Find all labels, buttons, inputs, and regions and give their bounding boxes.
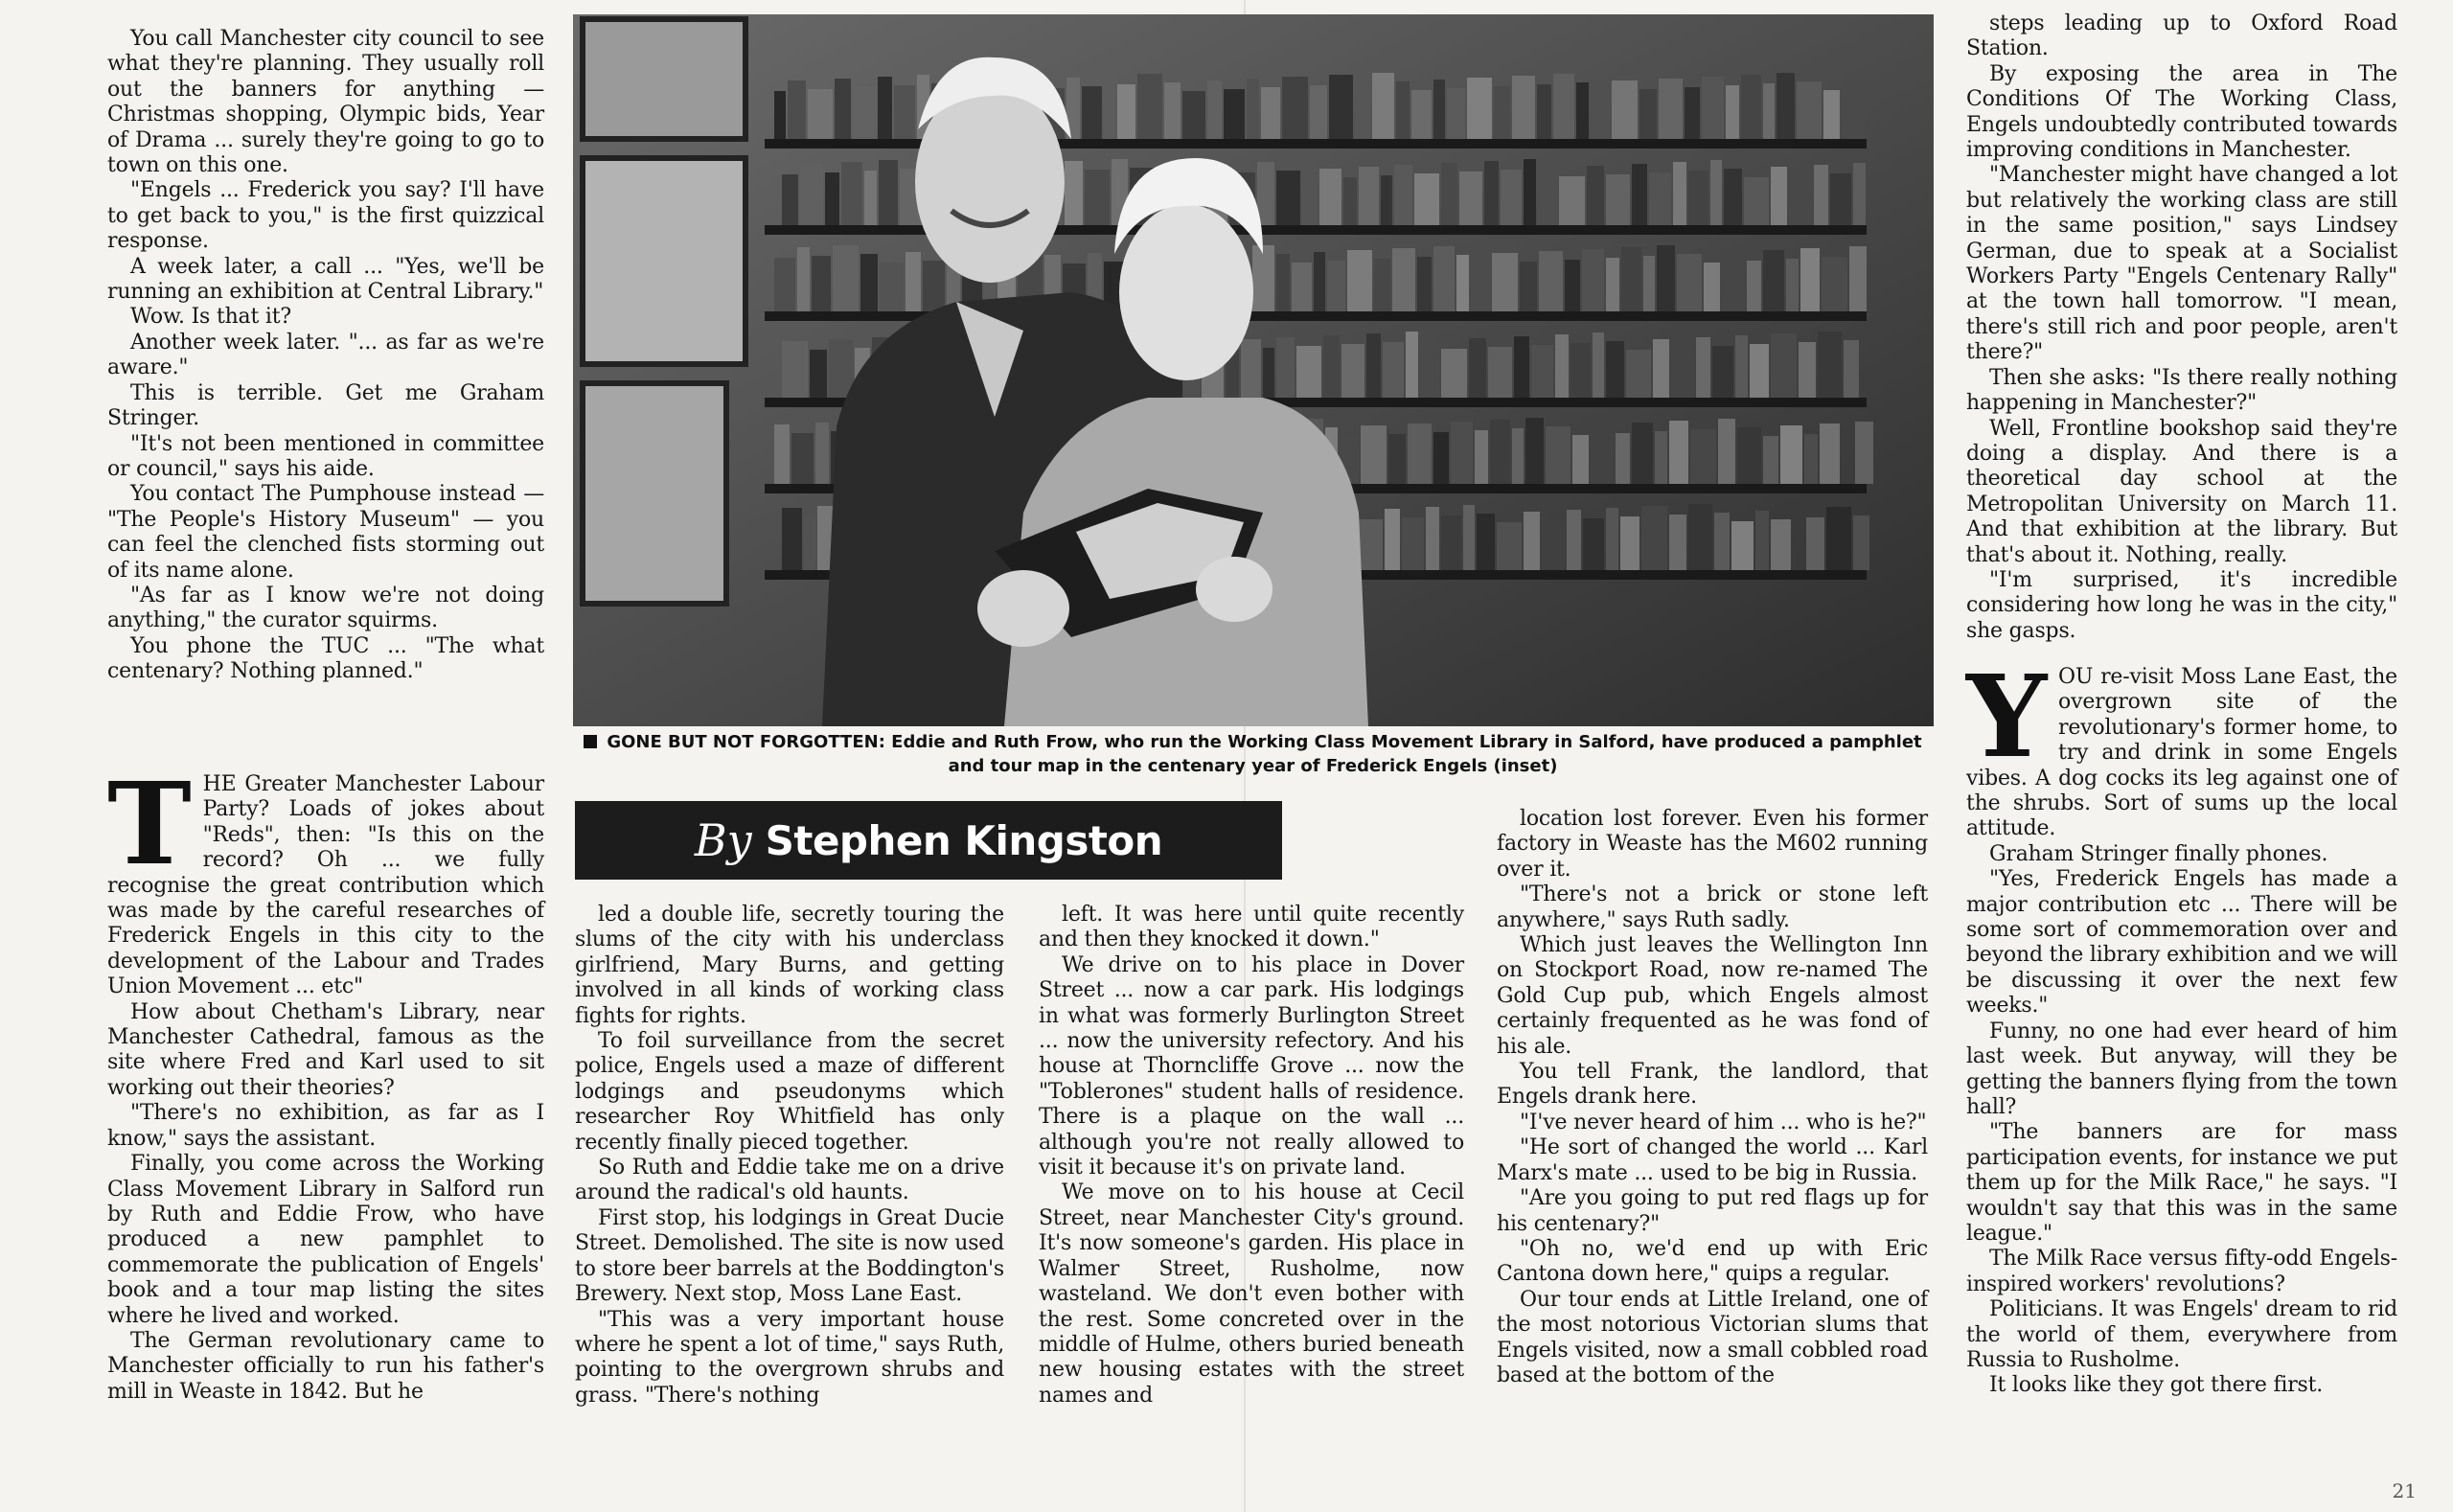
caption-text: Eddie and Ruth Frow, who run the Working Class Movement Library in Salford, have produced a pamphlet and tour map in the centenary year of Frederick Engels (inset) [891, 732, 1922, 776]
caption-bullet-icon [584, 735, 597, 748]
section-intro-paragraph: OU re-visit Moss Lane East, the overgrown site of the revolutionary's former home, to try and drink in some Engels vibes. A dog cocks its leg against one of the shrubs. Sort of sums up the local attitude. [1966, 665, 2397, 841]
article-paragraph: This is terrible. Get me Graham Stringer. [107, 380, 544, 431]
column-3 [1039, 903, 1464, 1409]
article-paragraph: "There's no exhibition, as far as I know," says the assistant. [107, 1101, 544, 1151]
article-paragraph: "He sort of changed the world ... Karl Marx's mate ... used to be big in Russia. [1497, 1135, 1928, 1185]
article-paragraph: First stop, his lodgings in Great Ducie Street. Demolished. The site is now used to store beer barrels at the Boddington's Brewery. Next stop, Moss Lane East. [575, 1205, 1004, 1307]
article-paragraph: Graham Stringer finally phones. [1989, 841, 2328, 866]
article-paragraph: You tell Frank, the landlord, that Engels drank here. [1497, 1060, 1928, 1110]
bookshelf-photo-image [573, 14, 1934, 726]
article-paragraph: "As far as I know we're not doing anything," the curator squirms. [107, 583, 544, 633]
column-4 [1497, 807, 1928, 1388]
article-paragraph: "This was a very important house where he spent a lot of time," says Ruth, pointing to the overgrown shrubs and grass. "There's nothing [575, 1307, 1004, 1408]
article-paragraph: The German revolutionary came to Manchester officially to run his father's mill in Weaste in 1842. But he [107, 1328, 544, 1404]
byline-author: Stephen Kingston [765, 816, 1163, 864]
photo-eddie-and-ruth-frow [573, 14, 1934, 726]
article-paragraph: left. It was here until quite recently and then they knocked it down." [1039, 903, 1464, 952]
article-paragraph: led a double life, secretly touring the slums of the city with his underclass girlfriend, Mary Burns, and getting involved in all kinds of working class fights for rights. [575, 903, 1004, 1028]
article-paragraph: "Manchester might have changed a lot but relatively the working class are still in the same position," says Lindsey German, due to speak at a Socialist Workers Party "Engels Centenary Rally" at the town hall tomorrow. "I mean, there's still rich and poor people, aren't there?" [1966, 163, 2397, 365]
article-paragraph: To foil surveillance from the secret police, Engels used a maze of different lodgings and pseudonyms which researcher Roy Whitfield has only recently finally pieced together. [575, 1029, 1004, 1155]
article-paragraph: "There's not a brick or stone left anywhere," says Ruth sadly. [1497, 882, 1928, 932]
article-paragraph: "It's not been mentioned in committee or council," says his aide. [107, 431, 544, 481]
column-1-bottom [107, 757, 544, 1405]
article-paragraph: We move on to his house at Cecil Street, near Manchester City's ground. It's now someone's garden. His place in Walmer Street, Rusholme, now wasteland. We don't even bother with the rest. Some concreted over in the middle of Hulme, others buried beneath new housing estates with the street names and [1039, 1180, 1464, 1408]
byline-bar [575, 801, 1282, 880]
byline-by: By [694, 814, 752, 866]
article-paragraph: Then she asks: "Is there really nothing happening in Manchester?" [1966, 365, 2397, 416]
article-paragraph: You call Manchester city council to see what they're planning. They usually roll out the banners for anything — Christmas shopping, Olympic bids, Year of Drama ... surely they're going to go to town on this one. [107, 27, 544, 178]
article-paragraph: You contact The Pumphouse instead — "The People's History Museum" — you can feel the clenched fists storming out of its name alone. [107, 482, 544, 583]
drop-cap-t: T [107, 757, 192, 890]
article-paragraph: "I've never heard of him ... who is he?" [1520, 1110, 1927, 1134]
caption-lead: GONE BUT NOT FORGOTTEN: [607, 732, 885, 752]
article-paragraph: Politicians. It was Engels' dream to rid the world of them, everywhere from Russia to Rusholme. [1966, 1297, 2397, 1372]
article-paragraph: Another week later. "... as far as we're aware." [107, 330, 544, 380]
article-paragraph: So Ruth and Eddie take me on a drive around the radical's old haunts. [575, 1156, 1004, 1205]
page-number: 21 [2392, 1479, 2417, 1502]
article-paragraph: The Milk Race versus fifty-odd Engels-inspired workers' revolutions? [1966, 1247, 2397, 1296]
column-2 [575, 903, 1004, 1409]
article-paragraph: "Yes, Frederick Engels has made a major contribution etc ... There will be some sort of commemoration over and beyond the library exhibition and we will be discussing it over the next few weeks." [1966, 867, 2397, 1019]
article-paragraph: "The banners are for mass participation events, for instance we put them up for the Milk Race," he says. "I wouldn't say that this was in the same league." [1966, 1120, 2397, 1246]
column-1-top [107, 27, 544, 685]
article-paragraph: Our tour ends at Little Ireland, one of the most notorious Victorian slums that Engels visited, now a small cobbled road based at the bottom of the [1497, 1287, 1928, 1387]
article-paragraph: "Are you going to put red flags up for his centenary?" [1497, 1186, 1928, 1236]
column-5-top [1966, 11, 2397, 644]
article-paragraph: steps leading up to Oxford Road Station. [1966, 11, 2397, 61]
article-paragraph: It looks like they got there first. [1989, 1373, 2324, 1398]
article-paragraph: "Engels ... Frederick you say? I'll have to get back to you," is the first quizzical response. [107, 178, 544, 254]
article-paragraph: Finally, you come across the Working Class Movement Library in Salford run by Ruth and Eddie Frow, who have produced a new pamphlet to commemorate the publication of Engels' book and a tour map listing the sites where he lived and worked. [107, 1152, 544, 1328]
article-paragraph: Wow. Is that it? [130, 305, 291, 330]
article-paragraph: Funny, no one had ever heard of him last week. But anyway, will they be getting the banners flying from the town hall? [1966, 1019, 2397, 1119]
article-paragraph: location lost forever. Even his former factory in Weaste has the M602 running over it. [1497, 807, 1928, 882]
article-paragraph: By exposing the area in The Conditions Of The Working Class, Engels undoubtedly contributed towards improving conditions in Manchester. [1966, 61, 2397, 163]
article-paragraph: We drive on to his place in Dover Street ... now a car park. His lodgings in what was formerly Burlington Street ... now the university refectory. And his house at Thorncliffe Grove ... now the "Toblerones" student halls of residence. There is a plaque on the wall ... although you're not really allowed to visit it because it's on private land. [1039, 952, 1464, 1180]
section-intro-paragraph: HE Greater Manchester Labour Party? Loads of jokes about "Reds", then: "Is this on the record? Oh ... we fully recognise the great contribution which was made by the careful researches of Frederick Engels in this city to the development of the Labour and Trades Union Movement ... etc" [107, 772, 544, 999]
column-5-bottom [1966, 650, 2397, 1399]
article-paragraph: "I'm surprised, it's incredible considering how long he was in the city," she gasps. [1966, 567, 2397, 643]
article-paragraph: How about Chetham's Library, near Manchester Cathedral, famous as the site where Fred and Karl used to sit working out their theories? [107, 999, 544, 1100]
article-paragraph: Which just leaves the Wellington Inn on Stockport Road, now re-named The Gold Cup pub, which Engels almost certainly frequented as he was fond of his ale. [1497, 933, 1928, 1059]
photo-caption [575, 730, 1931, 778]
article-paragraph: You phone the TUC ... "The what centenary? Nothing planned." [107, 633, 544, 684]
article-paragraph: A week later, a call ... "Yes, we'll be running an exhibition at Central Library." [107, 254, 544, 305]
drop-cap-y: Y [1966, 650, 2048, 783]
article-paragraph: Well, Frontline bookshop said they're doing a display. And there is a theoretical day school at the Metropolitan University on March 11. And that exhibition at the library. But that's about it. Nothing, really. [1966, 416, 2397, 567]
article-paragraph: "Oh no, we'd end up with Eric Cantona down here," quips a regular. [1497, 1236, 1928, 1287]
